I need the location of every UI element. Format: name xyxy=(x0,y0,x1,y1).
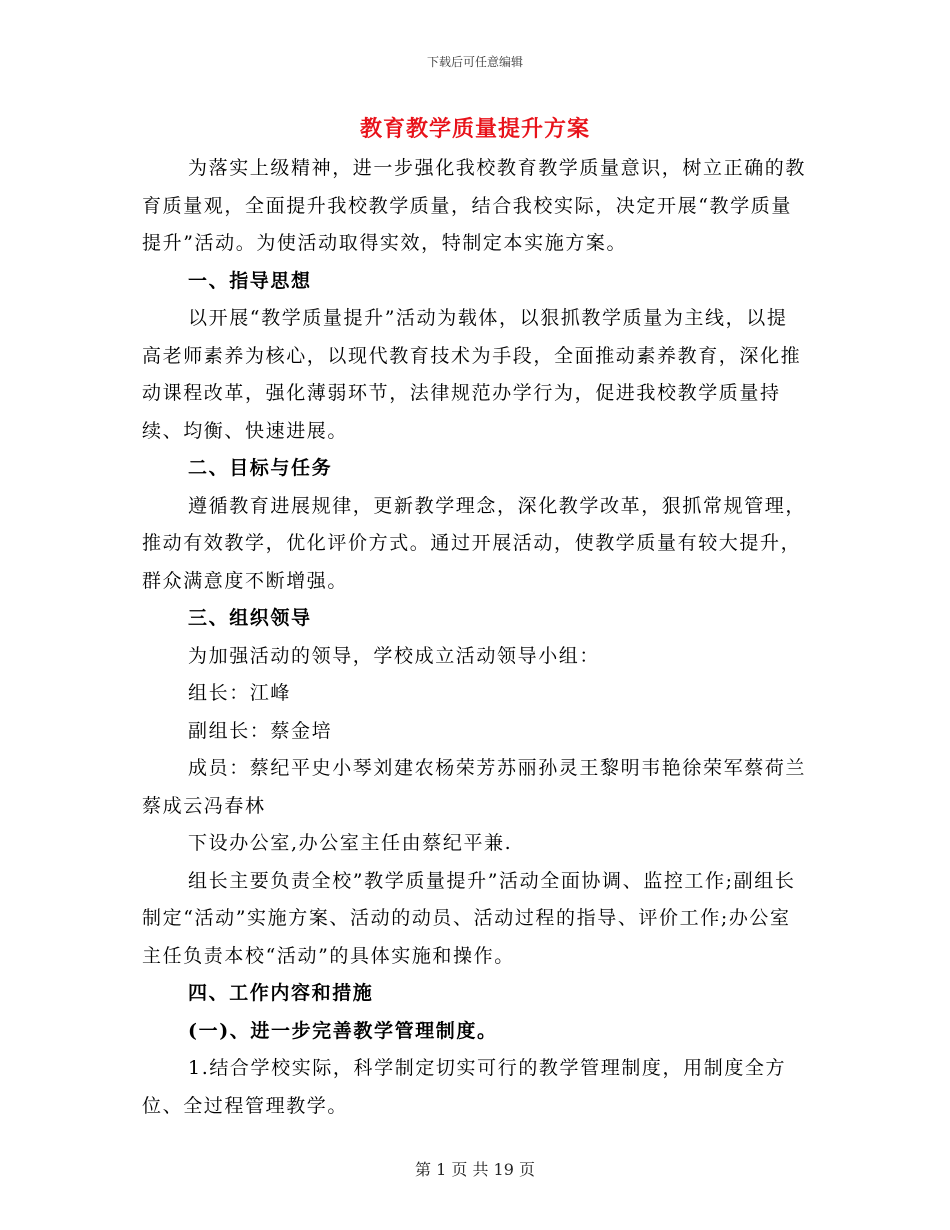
organization-duties: 组长主要负责全校”教学质量提升”活动全面协调、监控工作;副组长制定“活动”实施方案、活动的动员、活动过程的指导、评价工作;办公室主任负责本校“活动”的具体实施和操作。 xyxy=(142,869,796,967)
section-paragraph-guiding-thought: 以开展“教学质量提升”活动为载体，以狠抓教学质量为主线，以提高老师素养为核心，以现代教育技术为手段，全面推动素养教育，深化推动课程改革，强化薄弱环节，法律规范办学行为，促进我校教学质量持续、均衡、快速进展。 xyxy=(142,307,802,442)
subsection-heading-management: (一)、进一步完善教学管理制度。 xyxy=(188,1019,498,1042)
section-heading-organization: 三、组织领导 xyxy=(188,607,312,629)
organization-office: 下设办公室,办公室主任由蔡纪平兼. xyxy=(188,832,513,854)
section-paragraph-goals: 遵循教育进展规律，更新教学理念，深化教学改革，狠抓常规管理，推动有效教学，优化评价方式。通过开展活动，使教学质量有较大提升，群众满意度不断增强。 xyxy=(142,494,807,592)
organization-members: 成员：蔡纪平史小琴刘建农杨荣芳苏丽孙灵王黎明韦艳徐荣军蔡荷兰蔡成云冯春林 xyxy=(142,757,807,817)
document-body xyxy=(142,150,807,1125)
header-note: 下载后可任意编辑 xyxy=(426,55,523,69)
organization-leader: 组长：江峰 xyxy=(188,682,292,704)
section-heading-guiding-thought: 一、指导思想 xyxy=(188,269,312,292)
page-number: 第 1 页 共 19 页 xyxy=(415,1160,535,1179)
organization-intro: 为加强活动的领导，学校成立活动领导小组： xyxy=(188,644,601,667)
section-heading-goals: 二、目标与任务 xyxy=(188,457,333,479)
intro-paragraph: 为落实上级精神，进一步强化我校教育教学质量意识，树立正确的教育质量观，全面提升我校教学质量，结合我校实际，决定开展“教学质量提升”活动。为使活动取得实效，特制定本实施方案。 xyxy=(142,157,807,254)
list-item: 1.结合学校实际，科学制定切实可行的教学管理制度，用制度全方位、全过程管理教学。 xyxy=(142,1057,787,1117)
document-title: 教育教学质量提升方案 xyxy=(359,116,590,142)
organization-deputy: 副组长：蔡金培 xyxy=(188,719,333,742)
section-heading-work-content: 四、工作内容和措施 xyxy=(188,982,374,1004)
